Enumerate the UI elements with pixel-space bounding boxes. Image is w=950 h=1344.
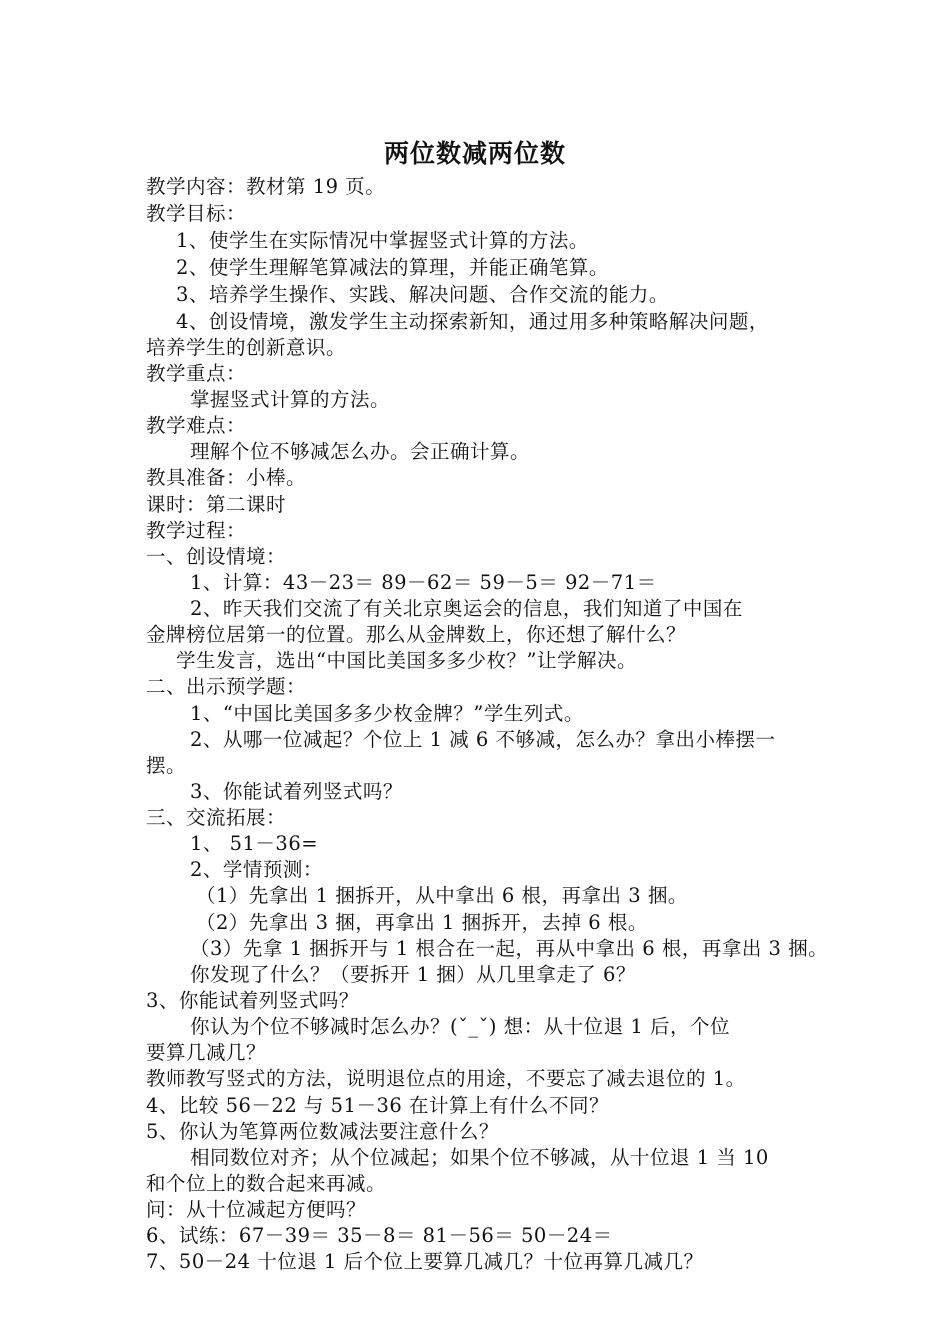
text-line: 培养学生的创新意识。	[146, 336, 347, 359]
text-line: 2、使学生理解笔算减法的算理，并能正确笔算。	[176, 256, 609, 279]
text-line: 3、培养学生操作、实践、解决问题、合作交流的能力。	[176, 283, 669, 306]
text-line: 4、比较 56－22 与 51－36 在计算上有什么不同？	[146, 1094, 609, 1117]
text-line: 教师教写竖式的方法，说明退位点的用途，不要忘了减去退位的 1。	[146, 1067, 746, 1090]
text-line: 1、 51－36=	[190, 832, 319, 855]
text-line: 掌握竖式计算的方法。	[190, 388, 391, 411]
text-line: 6、试练：67－39＝ 35－8＝ 81－56＝ 50－24＝	[146, 1224, 613, 1247]
text-line: 摆。	[146, 754, 187, 777]
text-line: 3、你能试着列竖式吗？	[146, 989, 359, 1012]
text-line: 理解个位不够减怎么办。会正确计算。	[190, 440, 531, 463]
text-line: 1、使学生在实际情况中掌握竖式计算的方法。	[176, 229, 589, 252]
text-line: 3、你能试着列竖式吗？	[190, 780, 403, 803]
text-line: 1、计算：43－23＝ 89－62＝ 59－5＝ 92－71＝	[190, 571, 657, 594]
text-line: 相同数位对齐；从个位减起；如果个位不够减，从十位退 1 当 10	[190, 1146, 769, 1169]
text-line: 你认为个位不够减时怎么办？(ˇ_ˇ) 想：从十位退 1 后，个位	[190, 1015, 730, 1038]
text-line: （3）先拿 1 捆拆开与 1 根合在一起，再从中拿出 6 根，再拿出 3 捆。	[190, 937, 829, 960]
text-line: 和个位上的数合起来再减。	[146, 1172, 387, 1195]
text-line: 金牌榜位居第一的位置。那么从金牌数上，你还想了解什么？	[146, 623, 687, 646]
text-line: 5、你认为笔算两位数减法要注意什么？	[146, 1120, 499, 1143]
text-line: 学生发言，选出“中国比美国多多少枚？”让学解决。	[176, 649, 637, 672]
text-line: 你发现了什么？（要拆开 1 捆）从几里拿走了 6？	[190, 963, 636, 986]
text-line: 教学过程：	[146, 519, 247, 542]
text-line: 二、出示预学题：	[146, 675, 307, 698]
text-line: 三、交流拓展：	[146, 806, 287, 829]
text-line: （2）先拿出 3 捆，再拿出 1 捆拆开，去掉 6 根。	[196, 911, 648, 934]
text-line: 2、从哪一位减起？个位上 1 减 6 不够减，怎么办？拿出小棒摆一	[190, 728, 776, 751]
text-line: 教学难点：	[146, 414, 247, 437]
text-line: 问：从十位减起方便吗？	[146, 1198, 367, 1221]
text-line: 一、创设情境：	[146, 545, 287, 568]
text-line: 1、“中国比美国多多少枚金牌？”学生列式。	[190, 702, 584, 725]
text-line: 教学目标：	[146, 202, 247, 225]
text-line: 2、昨天我们交流了有关北京奥运会的信息，我们知道了中国在	[190, 597, 743, 620]
text-line: 教学重点：	[146, 362, 247, 385]
text-line: 4、创设情境，激发学生主动探索新知，通过用多种策略解决问题，	[176, 310, 769, 333]
text-line: 要算几减几？	[146, 1041, 267, 1064]
text-line: 课时：第二课时	[146, 493, 287, 516]
text-line: 教学内容：教材第 19 页。	[146, 175, 386, 198]
text-line: （1）先拿出 1 捆拆开，从中拿出 6 根，再拿出 3 捆。	[196, 884, 688, 907]
text-line: 2、学情预测：	[190, 858, 323, 881]
text-line: 教具准备：小棒。	[146, 466, 307, 489]
document-title: 两位数减两位数	[383, 139, 566, 168]
text-line: 7、50－24 十位退 1 后个位上要算几减几？十位再算几减几？	[146, 1250, 704, 1273]
